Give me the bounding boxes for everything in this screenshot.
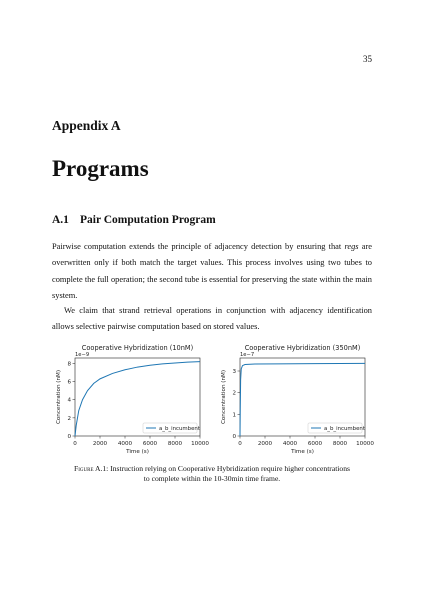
y-axis-label: Concentration (nM) — [221, 369, 227, 425]
figure-caption — [72, 464, 352, 484]
paragraph-1 — [52, 239, 372, 304]
y-tick-label: 0 — [67, 434, 71, 440]
page-number: 35 — [363, 54, 372, 64]
x-tick-label: 8000 — [332, 441, 348, 447]
section-heading — [52, 214, 216, 226]
chapter-title: Programs — [52, 156, 149, 181]
x-tick-label: 4000 — [117, 441, 133, 447]
x-tick-label: 4000 — [282, 441, 298, 447]
y-offset-label: 1e−9 — [75, 352, 90, 358]
section-number: A.1 — [52, 214, 69, 226]
y-tick-label: 8 — [67, 361, 71, 368]
x-tick-label: 0 — [238, 441, 242, 447]
y-tick-label: 2 — [232, 390, 236, 397]
y-tick-label: 3 — [232, 369, 236, 375]
x-tick-label: 10000 — [356, 441, 374, 447]
section-title: Pair Computation Program — [80, 214, 216, 226]
chart-350nM — [200, 338, 374, 463]
x-axis-label: Time (s) — [126, 449, 149, 455]
legend-label: a_b_incumbent — [324, 426, 365, 432]
chart-10nM — [35, 338, 209, 463]
x-tick-label: 2000 — [257, 441, 273, 447]
chart-title: Cooperative Hybridization (350nM) — [244, 344, 361, 352]
appendix-label: Appendix A — [52, 118, 121, 133]
figure-label: Figure A.1: — [74, 464, 109, 473]
legend-label: a_b_incumbent — [159, 426, 200, 432]
paragraph-1-emphasis: regs — [344, 242, 359, 251]
paragraph-2: We claim that strand retrieval operations in conjunction with adjacency identification allows selective pairwise computation based on stored values. — [52, 306, 372, 332]
paragraph-1-text-b: are overwritten only if both match the target values. This process involves using two tubes to complete the full operation; the second tube is essential for preserving the state within the main system. — [52, 242, 372, 300]
x-tick-label: 10000 — [191, 441, 209, 447]
x-tick-label: 0 — [73, 441, 77, 447]
x-tick-label: 2000 — [92, 441, 108, 447]
y-axis-label: Concentration (nM) — [56, 369, 62, 425]
figure-caption-text: Instruction relying on Cooperative Hybridization require higher concentrations to complete within the 10-30min time frame. — [110, 464, 350, 483]
y-tick-label: 0 — [232, 434, 236, 440]
y-tick-label: 6 — [67, 379, 71, 386]
y-tick-label: 4 — [67, 397, 71, 404]
x-tick-label: 8000 — [167, 441, 183, 447]
y-offset-label: 1e−7 — [240, 352, 255, 358]
chart-title: Cooperative Hybridization (10nM) — [81, 344, 194, 352]
x-axis-label: Time (s) — [291, 449, 314, 455]
x-tick-label: 6000 — [307, 441, 323, 447]
paragraph-1-text-a: Pairwise computation extends the principle of adjacency detection by ensuring that — [52, 242, 345, 251]
y-tick-label: 2 — [67, 415, 71, 422]
y-tick-label: 1 — [232, 412, 236, 419]
x-tick-label: 6000 — [142, 441, 158, 447]
